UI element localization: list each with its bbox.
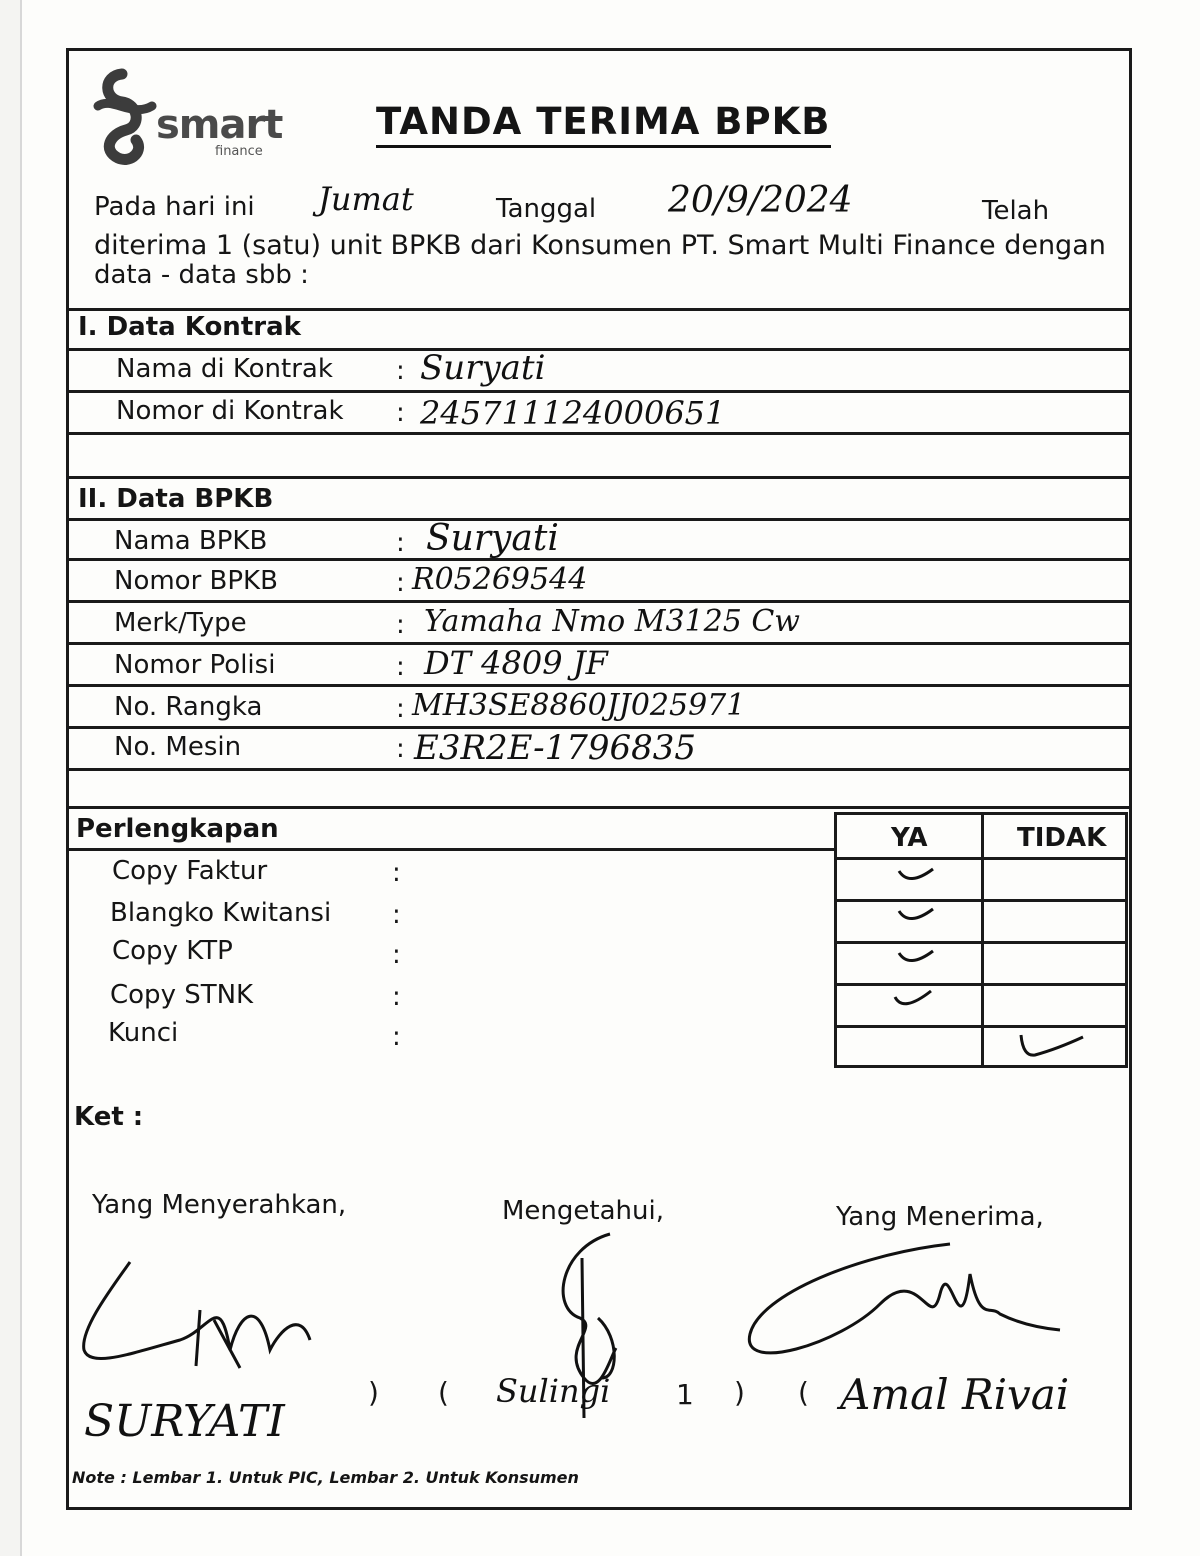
section2-label: Merk/Type	[114, 608, 247, 638]
section2-label: No. Rangka	[114, 692, 263, 722]
rule	[66, 518, 1132, 521]
colon: :	[396, 528, 405, 558]
rule	[66, 308, 1132, 311]
perlengkapan-item: Blangko Kwitansi	[110, 898, 332, 928]
rule	[66, 600, 1132, 603]
rule	[837, 1025, 1125, 1028]
intro-line2: diterima 1 (satu) unit BPKB dari Konsumen PT. Smart Multi Finance dengan	[94, 230, 1106, 261]
intro-tanggal-value: 20/9/2024	[668, 180, 853, 221]
col-ya-header: YA	[891, 823, 928, 853]
perlengkapan-heading: Perlengkapan	[76, 814, 279, 844]
colon: :	[392, 858, 401, 888]
colon: :	[392, 982, 401, 1012]
section2-value: R05269544	[412, 562, 588, 597]
mark: 1	[676, 1378, 694, 1411]
smart-finance-logo	[92, 66, 292, 166]
logo-word: smart	[156, 102, 283, 148]
colon: :	[392, 940, 401, 970]
rule	[837, 899, 1125, 902]
ket-label: Ket :	[74, 1102, 144, 1132]
perlengkapan-item: Copy STNK	[110, 980, 254, 1010]
colon: :	[396, 356, 405, 386]
paren: )	[368, 1376, 379, 1409]
checkmark-icon	[891, 987, 933, 1013]
sign-menyerahkan-label: Yang Menyerahkan,	[92, 1190, 347, 1220]
colon: :	[392, 1022, 401, 1052]
rule	[66, 684, 1132, 687]
sign-menerima-label: Yang Menerima,	[836, 1202, 1044, 1232]
rule	[837, 983, 1125, 986]
intro-tanggal-label: Tanggal	[496, 194, 597, 224]
rule	[66, 432, 1132, 435]
section1-value: Suryati	[420, 348, 546, 388]
rule	[837, 941, 1125, 944]
signature-name-middle: Sulingi	[496, 1372, 611, 1410]
intro-pada-hari-ini: Pada hari ini	[94, 192, 255, 222]
section2-label: No. Mesin	[114, 732, 242, 762]
section2-label: Nama BPKB	[114, 526, 268, 556]
signature-name-right: Amal Rivai	[840, 1370, 1070, 1419]
checkmark-icon	[895, 903, 937, 929]
rule	[66, 848, 836, 851]
checkmark-icon	[1017, 1029, 1087, 1061]
colon: :	[396, 398, 405, 428]
paren: (	[798, 1376, 809, 1409]
sign-mengetahui-label: Mengetahui,	[502, 1196, 664, 1226]
checkmark-icon	[895, 945, 937, 971]
section2-value: MH3SE8860JJ025971	[412, 688, 746, 723]
section2-heading: II. Data BPKB	[78, 484, 274, 514]
section2-value: E3R2E-1796835	[414, 728, 697, 768]
rule	[66, 806, 1132, 809]
perlengkapan-item: Kunci	[108, 1018, 179, 1048]
signature-left-icon	[70, 1250, 340, 1390]
logo-mark-icon	[92, 66, 162, 166]
colon: :	[396, 610, 405, 640]
section2-label: Nomor Polisi	[114, 650, 276, 680]
checklist-table	[834, 812, 1128, 1068]
signature-name-left: SURYATI	[84, 1396, 285, 1447]
paren: (	[438, 1376, 449, 1409]
section1-label: Nama di Kontrak	[116, 354, 333, 384]
logo-sub: finance	[215, 144, 263, 159]
intro-line3: data - data sbb :	[94, 260, 309, 290]
rule	[66, 390, 1132, 393]
rule	[66, 558, 1132, 561]
section2-value: Suryati	[426, 518, 559, 559]
rule	[837, 857, 1125, 860]
section1-value: 245711124000651	[420, 394, 726, 432]
section2-value: Yamaha Nmo M3125 Cw	[424, 604, 800, 639]
col-tidak-header: TIDAK	[1017, 823, 1107, 853]
intro-telah: Telah	[982, 196, 1050, 226]
colon: :	[396, 734, 405, 764]
rule	[66, 348, 1132, 351]
section1-label: Nomor di Kontrak	[116, 396, 344, 426]
intro-hari-value: Jumat	[318, 180, 414, 218]
perlengkapan-item: Copy KTP	[112, 936, 233, 966]
colon: :	[396, 652, 405, 682]
page-title: TANDA TERIMA BPKB	[376, 102, 831, 148]
perlengkapan-item: Copy Faktur	[112, 856, 268, 886]
paren: )	[734, 1376, 745, 1409]
footer-note: Note : Lembar 1. Untuk PIC, Lembar 2. Untuk Konsumen	[72, 1468, 579, 1487]
colon: :	[392, 900, 401, 930]
rule	[66, 768, 1132, 771]
section2-value: DT 4809 JF	[424, 644, 608, 682]
colon: :	[396, 694, 405, 724]
rule	[66, 476, 1132, 479]
section2-label: Nomor BPKB	[114, 566, 278, 596]
section1-heading: I. Data Kontrak	[78, 312, 301, 342]
colon: :	[396, 568, 405, 598]
checkmark-icon	[895, 863, 937, 889]
